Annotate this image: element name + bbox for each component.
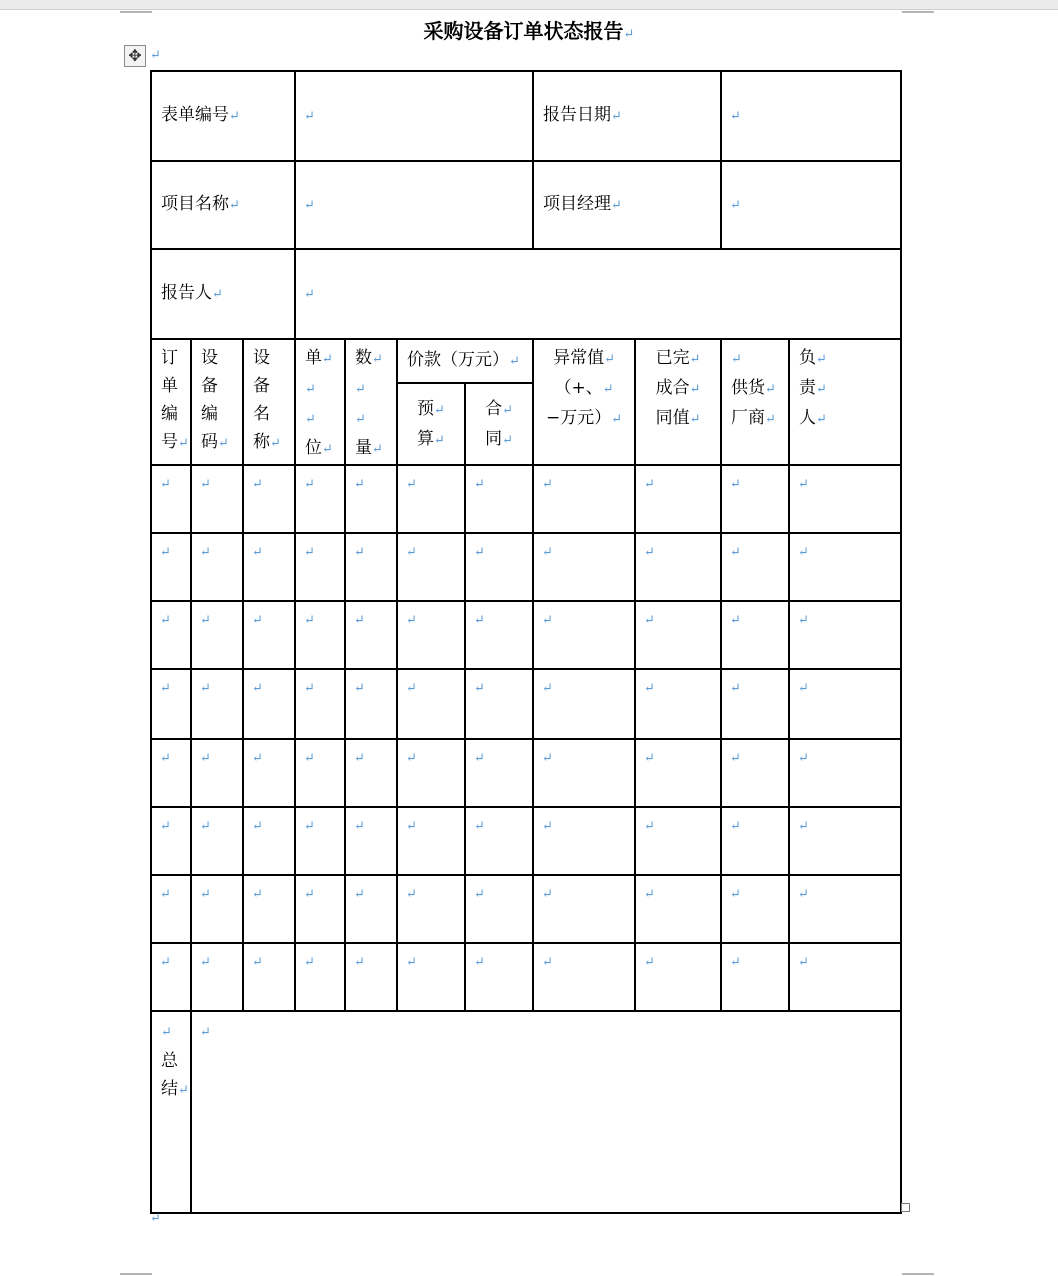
ruler-strip: [0, 0, 1058, 10]
paragraph-mark-icon: ↵: [354, 545, 365, 560]
table-row: [151, 465, 901, 533]
cell-supplier[interactable]: [721, 943, 789, 1011]
cell-responsible[interactable]: [789, 739, 901, 807]
cell-completed[interactable]: [635, 601, 721, 669]
cell-equipment-name[interactable]: [243, 465, 295, 533]
paragraph-mark-icon: ↵: [730, 109, 741, 124]
cell-abnormal[interactable]: [533, 601, 635, 669]
paragraph-mark-icon: ↵: [200, 887, 211, 902]
paragraph-mark-icon: ↵: [730, 681, 741, 696]
paragraph-mark-icon: ↵: [542, 477, 553, 492]
report-date-field[interactable]: [721, 71, 901, 161]
paragraph-mark-icon: ↵: [474, 477, 485, 492]
paragraph-mark-icon: ↵: [372, 352, 383, 367]
cell-equipment-name[interactable]: [243, 669, 295, 739]
cell-unit[interactable]: [295, 601, 345, 669]
paragraph-mark-icon: ↵: [304, 613, 315, 628]
cell-equipment-code[interactable]: [191, 807, 243, 875]
paragraph-mark-icon: ↵: [322, 352, 333, 367]
paragraph-mark-icon: ↵: [502, 403, 513, 419]
paragraph-mark-icon: ↵: [406, 751, 417, 766]
paragraph-mark-icon: ↵: [160, 613, 171, 628]
paragraph-mark-icon: ↵: [542, 955, 553, 970]
paragraph-mark-icon: ↵: [644, 887, 655, 902]
paragraph-mark-icon: ↵: [160, 751, 171, 766]
paragraph-mark-icon: ↵: [798, 819, 809, 834]
paragraph-mark-icon: ↵: [731, 352, 742, 367]
table-row: [151, 739, 901, 807]
paragraph-mark-icon: ↵: [644, 819, 655, 834]
report-date-label: 报告日期: [543, 105, 612, 125]
cell-responsible[interactable]: [789, 465, 901, 533]
table-row: [151, 943, 901, 1011]
cell-budget[interactable]: [397, 533, 465, 601]
paragraph-mark-icon: ↵: [252, 887, 263, 902]
paragraph-mark-icon: ↵: [354, 751, 365, 766]
cell-equipment-name[interactable]: [243, 533, 295, 601]
paragraph-mark-icon: ↵: [150, 1211, 161, 1226]
paragraph-mark-icon: ↵: [474, 613, 485, 628]
cell-equipment-code[interactable]: [191, 669, 243, 739]
paragraph-mark-icon: ↵: [304, 109, 315, 124]
paragraph-mark-icon: ↵: [644, 613, 655, 628]
cell-responsible[interactable]: [789, 875, 901, 943]
project-manager-label: 项目经理: [543, 194, 612, 214]
paragraph-mark-icon: ↵: [406, 681, 417, 696]
paragraph-mark-icon: ↵: [354, 477, 365, 492]
cell-contract[interactable]: [465, 739, 533, 807]
cell-quantity[interactable]: [345, 465, 397, 533]
report-date-label-cell: [533, 71, 721, 161]
paragraph-mark-icon: ↵: [218, 436, 229, 451]
cell-order-no[interactable]: [151, 875, 191, 943]
cell-contract[interactable]: [465, 601, 533, 669]
paragraph-mark-icon: ↵: [602, 382, 614, 397]
cell-equipment-name[interactable]: [243, 807, 295, 875]
project-name-field[interactable]: [295, 161, 533, 249]
cell-quantity[interactable]: [345, 875, 397, 943]
cell-budget[interactable]: [397, 875, 465, 943]
paragraph-mark-icon: ↵: [406, 613, 417, 628]
paragraph-mark-icon: ↵: [798, 545, 809, 560]
paragraph-mark-icon: ↵: [354, 955, 365, 970]
paragraph-mark-icon: ↵: [304, 477, 315, 492]
cell-quantity[interactable]: [345, 601, 397, 669]
paragraph-mark-icon: ↵: [200, 613, 211, 628]
paragraph-mark-icon: ↵: [644, 681, 655, 696]
paragraph-mark-icon: ↵: [474, 545, 485, 560]
paragraph-mark-icon: ↵: [816, 382, 827, 397]
paragraph-mark-icon: ↵: [372, 442, 383, 457]
paragraph-mark-icon: ↵: [160, 545, 171, 560]
cell-responsible[interactable]: [789, 807, 901, 875]
cell-order-no[interactable]: [151, 601, 191, 669]
reporter-label: 报告人: [161, 283, 212, 303]
cell-responsible[interactable]: [789, 669, 901, 739]
paragraph-mark-icon: ↵: [252, 477, 263, 492]
paragraph-mark-icon: ↵: [798, 681, 809, 696]
paragraph-mark-icon: ↵: [200, 1025, 211, 1040]
info-row-1: [151, 71, 901, 161]
paragraph-mark-icon: ↵: [542, 751, 553, 766]
table-row: [151, 669, 901, 739]
cell-supplier[interactable]: [721, 807, 789, 875]
cell-completed[interactable]: [635, 669, 721, 739]
paragraph-mark-icon: ↵: [689, 352, 701, 367]
cell-unit[interactable]: [295, 533, 345, 601]
paragraph-mark-icon: ↵: [644, 751, 655, 766]
summary-field[interactable]: [191, 1011, 901, 1213]
paragraph-mark-icon: ↵: [798, 477, 809, 492]
summary-row: [151, 1011, 901, 1213]
cell-completed[interactable]: [635, 875, 721, 943]
paragraph-mark-icon: ↵: [611, 198, 622, 213]
paragraph-mark-icon: ↵: [304, 545, 315, 560]
cell-supplier[interactable]: [721, 875, 789, 943]
cell-completed[interactable]: [635, 465, 721, 533]
project-name-label-cell: [151, 161, 295, 249]
cell-budget[interactable]: [397, 739, 465, 807]
paragraph-mark-icon: ↵: [765, 382, 776, 397]
cell-quantity[interactable]: [345, 669, 397, 739]
header-quantity: 数↵ ↵ ↵ 量↵: [345, 339, 397, 465]
header-responsible: 负↵ 责↵ 人↵: [789, 339, 901, 465]
cell-completed[interactable]: [635, 807, 721, 875]
cell-equipment-code[interactable]: [191, 875, 243, 943]
paragraph-mark-icon: ↵: [304, 198, 315, 213]
cell-abnormal[interactable]: [533, 465, 635, 533]
cell-responsible[interactable]: [789, 533, 901, 601]
paragraph-mark-icon: ↵: [322, 442, 333, 457]
table-move-handle-icon[interactable]: ✥: [124, 45, 146, 67]
paragraph-mark-icon: ↵: [200, 955, 211, 970]
header-budget: 预↵ 算↵: [397, 383, 465, 465]
paragraph-mark-icon: ↵: [730, 477, 741, 492]
header-supplier: ↵ 供货↵ 厂商↵: [721, 339, 789, 465]
paragraph-mark-icon: ↵: [354, 613, 365, 628]
cell-abnormal[interactable]: [533, 875, 635, 943]
summary-label: 总: [161, 1051, 178, 1071]
table-row: [151, 533, 901, 601]
paragraph-mark-icon: ↵: [434, 433, 445, 449]
paragraph-mark-icon: ↵: [304, 681, 315, 696]
paragraph-mark-icon: ↵: [178, 1083, 189, 1098]
paragraph-mark-icon: ↵: [611, 412, 623, 427]
header-abnormal: 异常值↵ （+、↵ −万元）↵: [533, 339, 635, 465]
header-equipment-name: 设 备 名 称↵: [243, 339, 295, 465]
paragraph-mark-icon: ↵: [542, 819, 553, 834]
paragraph-mark-icon: ↵: [474, 955, 485, 970]
paragraph-mark-icon: ↵: [730, 198, 741, 213]
paragraph-mark-icon: ↵: [200, 819, 211, 834]
cell-equipment-name[interactable]: [243, 739, 295, 807]
cell-unit[interactable]: [295, 875, 345, 943]
cell-budget[interactable]: [397, 465, 465, 533]
project-name-label: 项目名称: [161, 194, 229, 214]
paragraph-mark-icon: ↵: [798, 955, 809, 970]
margin-corner-bottom-left: [120, 1273, 152, 1275]
cell-responsible[interactable]: [789, 943, 901, 1011]
table-row: [151, 601, 901, 669]
summary-label-cell: [151, 1011, 191, 1213]
cell-order-no[interactable]: [151, 669, 191, 739]
header-unit: 单↵ ↵ ↵ 位↵: [295, 339, 345, 465]
paragraph-mark-icon: ↵: [730, 887, 741, 902]
header-contract: 合↵ 同↵: [465, 383, 533, 465]
cell-equipment-code[interactable]: [191, 601, 243, 669]
paragraph-mark-icon: ↵: [816, 412, 827, 427]
cell-abnormal[interactable]: [533, 669, 635, 739]
paragraph-mark-icon: ↵: [355, 382, 366, 397]
paragraph-mark-icon: ↵: [304, 819, 315, 834]
paragraph-mark-icon: ↵: [689, 382, 701, 397]
paragraph-mark-icon: ↵: [252, 681, 263, 696]
paragraph-mark-icon: ↵: [406, 477, 417, 492]
cell-equipment-code[interactable]: [191, 465, 243, 533]
cell-abnormal[interactable]: [533, 943, 635, 1011]
paragraph-mark-icon: ↵: [229, 109, 240, 124]
paragraph-mark-icon: ↵: [474, 751, 485, 766]
cell-abnormal[interactable]: [533, 739, 635, 807]
cell-unit[interactable]: [295, 739, 345, 807]
paragraph-mark-icon: ↵: [542, 613, 553, 628]
cell-quantity[interactable]: [345, 807, 397, 875]
paragraph-mark-icon: ↵: [798, 751, 809, 766]
margin-corner-bottom-right: [902, 1273, 934, 1275]
paragraph-mark-icon: ↵: [542, 681, 553, 696]
paragraph-mark-icon: ↵: [200, 545, 211, 560]
cell-abnormal[interactable]: [533, 533, 635, 601]
paragraph-mark-icon: ↵: [542, 887, 553, 902]
paragraph-mark-icon: ↵: [406, 545, 417, 560]
paragraph-mark-icon: ↵: [252, 955, 263, 970]
paragraph-mark-icon: ↵: [200, 751, 211, 766]
header-equipment-code: 设 备 编 码↵: [191, 339, 243, 465]
paragraph-mark-icon: ↵: [150, 48, 161, 63]
paragraph-mark-icon: ↵: [305, 412, 316, 427]
reporter-label-cell: [151, 249, 295, 339]
form-no-field[interactable]: [295, 71, 533, 161]
cell-order-no[interactable]: [151, 465, 191, 533]
paragraph-mark-icon: ↵: [160, 955, 171, 970]
paragraph-mark-icon: ↵: [212, 287, 223, 302]
paragraph-mark-icon: ↵: [160, 681, 171, 696]
paragraph-mark-icon: ↵: [304, 887, 315, 902]
document-title-text: 采购设备订单状态报告: [423, 19, 624, 43]
paragraph-mark-icon: ↵: [611, 109, 622, 124]
cell-budget[interactable]: [397, 601, 465, 669]
cell-contract[interactable]: [465, 669, 533, 739]
paragraph-mark-icon: ↵: [178, 436, 189, 451]
form-no-label: 表单编号: [161, 105, 229, 125]
paragraph-mark-icon: ↵: [730, 751, 741, 766]
cell-equipment-code[interactable]: [191, 533, 243, 601]
header-order-no: 订 单 编 号↵: [151, 339, 191, 465]
cell-contract[interactable]: [465, 807, 533, 875]
paragraph-mark-icon: ↵: [252, 819, 263, 834]
paragraph-mark-icon: ↵: [305, 382, 316, 397]
margin-corner-top-right: [902, 11, 934, 13]
paragraph-mark-icon: ↵: [730, 955, 741, 970]
paragraph-mark-icon: ↵: [252, 545, 263, 560]
paragraph-mark-icon: ↵: [354, 819, 365, 834]
paragraph-mark-icon: ↵: [252, 751, 263, 766]
paragraph-mark-icon: ↵: [160, 477, 171, 492]
paragraph-mark-icon: ↵: [354, 681, 365, 696]
paragraph-mark-icon: ↵: [406, 955, 417, 970]
table-row: [151, 875, 901, 943]
paragraph-mark-icon: ↵: [644, 955, 655, 970]
paragraph-mark-icon: ↵: [765, 412, 776, 427]
margin-corner-top-left: [120, 11, 152, 13]
paragraph-mark-icon: ↵: [474, 681, 485, 696]
cell-abnormal[interactable]: [533, 807, 635, 875]
cell-equipment-name[interactable]: [243, 943, 295, 1011]
order-status-table: [150, 70, 902, 1214]
paragraph-mark-icon: ↵: [730, 613, 741, 628]
info-row-3: [151, 249, 901, 339]
paragraph-mark-icon: ↵: [406, 819, 417, 834]
cell-budget[interactable]: [397, 943, 465, 1011]
summary-label: 结: [161, 1079, 178, 1099]
project-manager-label-cell: [533, 161, 721, 249]
header-price-group: 价款（万元）↵: [397, 339, 533, 383]
paragraph-mark-icon: ↵: [354, 887, 365, 902]
cell-contract[interactable]: [465, 465, 533, 533]
cell-budget[interactable]: [397, 669, 465, 739]
cell-unit[interactable]: [295, 669, 345, 739]
paragraph-mark-icon: ↵: [689, 412, 701, 427]
project-manager-field[interactable]: [721, 161, 901, 249]
paragraph-mark-icon: ↵: [604, 352, 615, 367]
cell-order-no[interactable]: [151, 943, 191, 1011]
cell-unit[interactable]: [295, 807, 345, 875]
paragraph-mark-icon: ↵: [623, 27, 635, 42]
cell-unit[interactable]: [295, 943, 345, 1011]
paragraph-mark-icon: ↵: [816, 352, 827, 367]
cell-supplier[interactable]: [721, 465, 789, 533]
paragraph-mark-icon: ↵: [200, 681, 211, 696]
table-row: [151, 807, 901, 875]
document-title[interactable]: [0, 15, 1058, 44]
cell-contract[interactable]: [465, 943, 533, 1011]
cell-unit[interactable]: [295, 465, 345, 533]
paragraph-mark-icon: ↵: [160, 887, 171, 902]
cell-responsible[interactable]: [789, 601, 901, 669]
paragraph-mark-icon: ↵: [270, 436, 281, 451]
paragraph-mark-icon: ↵: [474, 887, 485, 902]
cell-quantity[interactable]: [345, 739, 397, 807]
paragraph-mark-icon: ↵: [644, 545, 655, 560]
paragraph-mark-icon: ↵: [509, 354, 520, 370]
cell-equipment-name[interactable]: [243, 875, 295, 943]
cell-contract[interactable]: [465, 533, 533, 601]
header-row-1: [151, 339, 901, 383]
cell-order-no[interactable]: [151, 807, 191, 875]
cell-contract[interactable]: [465, 875, 533, 943]
form-no-label-cell: [151, 71, 295, 161]
cell-quantity[interactable]: [345, 943, 397, 1011]
info-row-2: [151, 161, 901, 249]
paragraph-mark-icon: ↵: [200, 477, 211, 492]
paragraph-mark-icon: ↵: [730, 545, 741, 560]
cell-budget[interactable]: [397, 807, 465, 875]
cell-order-no[interactable]: [151, 533, 191, 601]
table-resize-handle-icon[interactable]: [901, 1203, 910, 1212]
cell-completed[interactable]: [635, 533, 721, 601]
paragraph-mark-icon: ↵: [252, 613, 263, 628]
paragraph-mark-icon: ↵: [434, 403, 445, 419]
paragraph-mark-icon: ↵: [798, 613, 809, 628]
paragraph-mark-icon: ↵: [355, 412, 366, 427]
cell-supplier[interactable]: [721, 739, 789, 807]
cell-supplier[interactable]: [721, 669, 789, 739]
paragraph-mark-icon: ↵: [502, 433, 513, 449]
cell-order-no[interactable]: [151, 739, 191, 807]
paragraph-mark-icon: ↵: [161, 1025, 172, 1040]
header-completed: 已完↵ 成合↵ 同值↵: [635, 339, 721, 465]
paragraph-mark-icon: ↵: [304, 287, 315, 302]
paragraph-mark-icon: ↵: [160, 819, 171, 834]
paragraph-mark-icon: ↵: [304, 751, 315, 766]
paragraph-mark-icon: ↵: [798, 887, 809, 902]
cell-supplier[interactable]: [721, 533, 789, 601]
paragraph-mark-icon: ↵: [474, 819, 485, 834]
cell-quantity[interactable]: [345, 533, 397, 601]
cell-equipment-code[interactable]: [191, 739, 243, 807]
paragraph-mark-icon: ↵: [304, 955, 315, 970]
reporter-field[interactable]: [295, 249, 901, 339]
cell-completed[interactable]: [635, 943, 721, 1011]
cell-equipment-code[interactable]: [191, 943, 243, 1011]
cell-supplier[interactable]: [721, 601, 789, 669]
paragraph-mark-icon: ↵: [730, 819, 741, 834]
cell-completed[interactable]: [635, 739, 721, 807]
paragraph-mark-icon: ↵: [542, 545, 553, 560]
paragraph-mark-icon: ↵: [406, 887, 417, 902]
cell-equipment-name[interactable]: [243, 601, 295, 669]
paragraph-mark-icon: ↵: [229, 198, 240, 213]
paragraph-mark-icon: ↵: [644, 477, 655, 492]
